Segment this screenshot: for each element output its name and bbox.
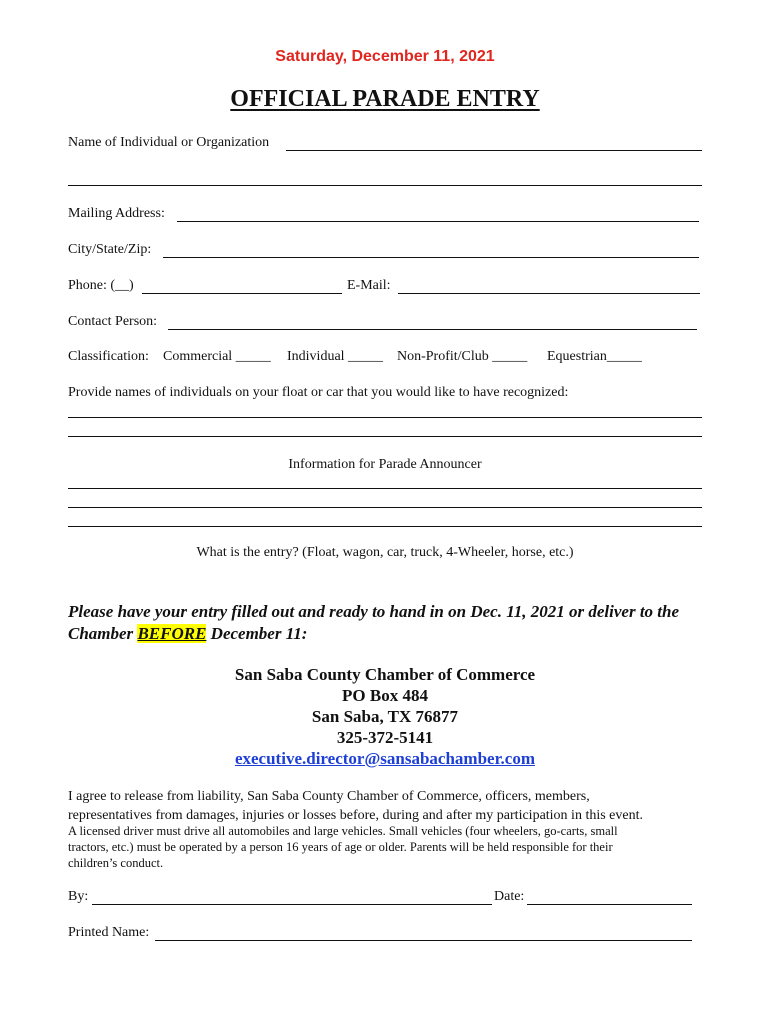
city-state-zip-field[interactable] xyxy=(163,257,699,258)
email-link[interactable]: executive.director@sansabachamber.com xyxy=(234,749,536,768)
email-label: E-Mail: xyxy=(347,278,391,293)
notice-line-2 xyxy=(68,622,307,645)
org-name: San Saba County Chamber of Commerce xyxy=(234,665,536,684)
printed-name-field[interactable] xyxy=(155,940,692,941)
announcer-heading: Information for Parade Announcer xyxy=(288,457,482,472)
email-field[interactable] xyxy=(398,293,700,294)
date-field[interactable] xyxy=(527,904,692,905)
mailing-address-field[interactable] xyxy=(177,221,699,222)
notice-line-1: Please have your entry filled out and ready to hand in on Dec. 11, 2021 or deliver to the xyxy=(68,602,680,621)
by-label: By: xyxy=(68,889,89,904)
notice-chamber: Chamber xyxy=(68,624,138,643)
mailing-label: Mailing Address: xyxy=(68,206,165,221)
contact-person-field[interactable] xyxy=(168,329,697,330)
phone-number: 325-372-5141 xyxy=(336,728,434,747)
class-nonprofit-option[interactable]: Non-Profit/Club _____ xyxy=(397,349,528,364)
before-highlight: BEFORE xyxy=(137,624,207,643)
name-field-continued[interactable] xyxy=(68,185,702,186)
name-field[interactable] xyxy=(286,150,702,151)
agreement-line-1: I agree to release from liability, San Saba County Chamber of Commerce, officers, members, xyxy=(68,789,590,804)
announcer-field-line[interactable] xyxy=(68,526,702,527)
class-commercial-option[interactable]: Commercial _____ xyxy=(163,349,271,364)
recognize-label: Provide names of individuals on your float or car that you would like to have recognized: xyxy=(68,385,569,400)
phone-field[interactable] xyxy=(142,293,342,294)
name-label: Name of Individual or Organization xyxy=(68,135,270,150)
classification-label: Classification: xyxy=(68,349,149,364)
agreement-line-5: children’s conduct. xyxy=(68,856,164,870)
event-date: Saturday, December 11, 2021 xyxy=(275,48,495,65)
notice-date: December 11: xyxy=(206,624,308,643)
agreement-line-3: A licensed driver must drive all automobiles and large vehicles. Small vehicles (four wheelers, go-carts, small xyxy=(68,824,618,838)
recognize-field-line[interactable] xyxy=(68,436,702,437)
page-title: OFFICIAL PARADE ENTRY xyxy=(230,86,540,112)
city-address: San Saba, TX 76877 xyxy=(311,707,459,726)
announcer-field-line[interactable] xyxy=(68,507,702,508)
email-address-container xyxy=(0,748,770,769)
city-label: City/State/Zip: xyxy=(68,242,152,257)
signature-field[interactable] xyxy=(92,904,492,905)
announcer-field-line[interactable] xyxy=(68,488,702,489)
agreement-line-4: tractors, etc.) must be operated by a person 16 years of age or older. Parents will be held responsible for their xyxy=(68,840,613,854)
agreement-line-2: representatives from damages, injuries or losses before, during and after my participation in this event. xyxy=(68,808,643,823)
entry-question: What is the entry? (Float, wagon, car, truck, 4-Wheeler, horse, etc.) xyxy=(196,545,574,560)
class-equestrian-option[interactable]: Equestrian_____ xyxy=(547,349,642,364)
phone-label: Phone: (__) xyxy=(68,278,134,293)
printed-name-label: Printed Name: xyxy=(68,925,150,940)
class-individual-option[interactable]: Individual _____ xyxy=(287,349,384,364)
date-label: Date: xyxy=(494,889,525,904)
po-box: PO Box 484 xyxy=(342,686,428,705)
recognize-field-line[interactable] xyxy=(68,417,702,418)
contact-label: Contact Person: xyxy=(68,314,158,329)
